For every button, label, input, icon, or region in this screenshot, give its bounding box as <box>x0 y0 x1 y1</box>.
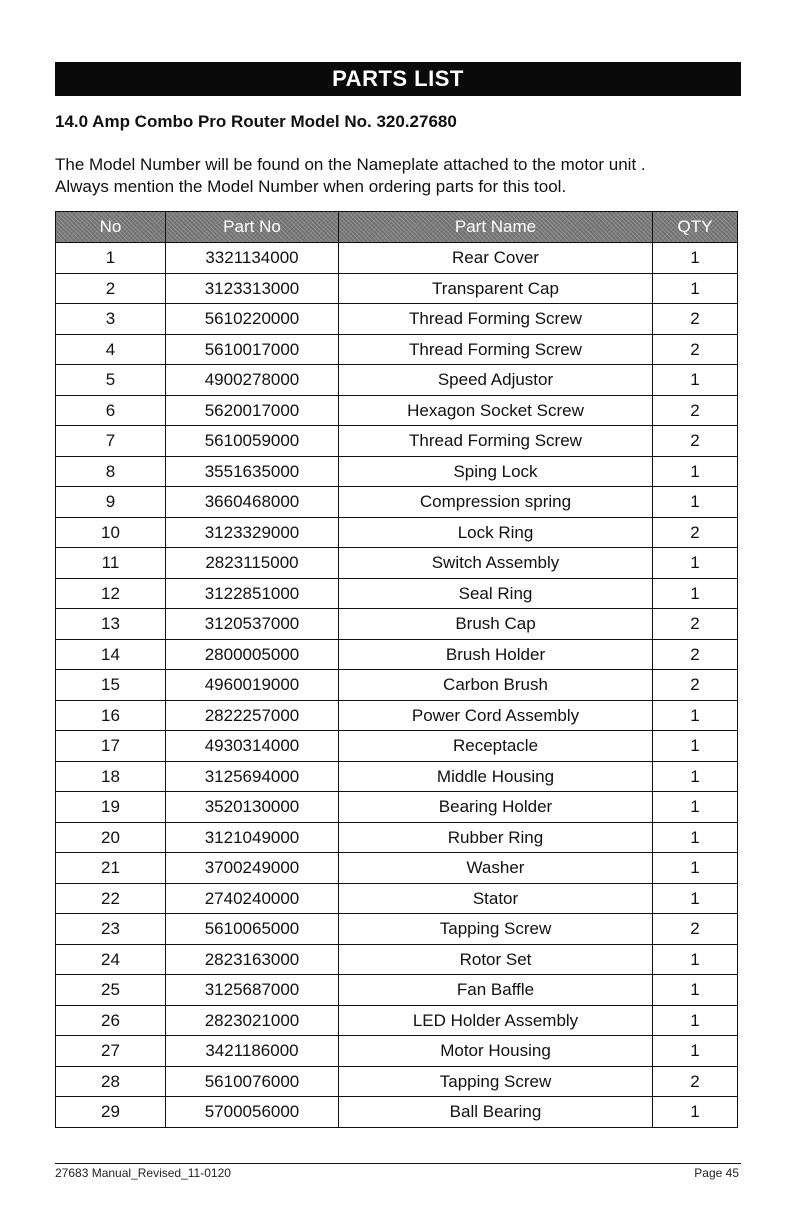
cell-part-no: 3123313000 <box>166 273 339 304</box>
table-header-row <box>56 212 738 243</box>
cell-qty: 1 <box>653 761 738 792</box>
header-part-no: Part No <box>166 212 339 243</box>
cell-part-no: 4930314000 <box>166 731 339 762</box>
parts-table <box>55 211 738 1128</box>
cell-part-no: 5610017000 <box>166 334 339 365</box>
cell-part-name: Thread Forming Screw <box>339 334 653 365</box>
cell-part-name: Carbon Brush <box>339 670 653 701</box>
cell-part-no: 3122851000 <box>166 578 339 609</box>
cell-part-name: Rotor Set <box>339 944 653 975</box>
cell-qty: 1 <box>653 273 738 304</box>
intro-line-1: The Model Number will be found on the Nameplate attached to the motor unit . <box>55 155 646 174</box>
cell-no: 27 <box>56 1036 166 1067</box>
cell-part-name: Thread Forming Screw <box>339 304 653 335</box>
cell-no: 5 <box>56 365 166 396</box>
cell-part-name: Switch Assembly <box>339 548 653 579</box>
cell-qty: 2 <box>653 517 738 548</box>
cell-part-name: Fan Baffle <box>339 975 653 1006</box>
table-row <box>56 304 738 335</box>
table-row <box>56 426 738 457</box>
table-row <box>56 792 738 823</box>
cell-part-no: 5610220000 <box>166 304 339 335</box>
cell-part-name: Ball Bearing <box>339 1097 653 1128</box>
cell-no: 18 <box>56 761 166 792</box>
table-row <box>56 975 738 1006</box>
table-row <box>56 670 738 701</box>
cell-no: 28 <box>56 1066 166 1097</box>
cell-qty: 1 <box>653 822 738 853</box>
table-row <box>56 1005 738 1036</box>
cell-part-no: 2800005000 <box>166 639 339 670</box>
cell-part-name: Rubber Ring <box>339 822 653 853</box>
cell-no: 1 <box>56 243 166 274</box>
cell-no: 26 <box>56 1005 166 1036</box>
cell-no: 19 <box>56 792 166 823</box>
cell-part-no: 3123329000 <box>166 517 339 548</box>
cell-part-no: 5620017000 <box>166 395 339 426</box>
cell-part-name: Rear Cover <box>339 243 653 274</box>
cell-part-name: Motor Housing <box>339 1036 653 1067</box>
cell-part-no: 3421186000 <box>166 1036 339 1067</box>
cell-no: 15 <box>56 670 166 701</box>
cell-part-name: Receptacle <box>339 731 653 762</box>
cell-no: 11 <box>56 548 166 579</box>
cell-part-name: Thread Forming Screw <box>339 426 653 457</box>
table-row <box>56 578 738 609</box>
table-row <box>56 1097 738 1128</box>
table-row <box>56 883 738 914</box>
cell-no: 2 <box>56 273 166 304</box>
cell-qty: 1 <box>653 365 738 396</box>
cell-part-name: Washer <box>339 853 653 884</box>
cell-part-no: 5610076000 <box>166 1066 339 1097</box>
cell-no: 8 <box>56 456 166 487</box>
cell-part-no: 3121049000 <box>166 822 339 853</box>
cell-part-no: 5610059000 <box>166 426 339 457</box>
table-row <box>56 456 738 487</box>
cell-no: 9 <box>56 487 166 518</box>
footer-page-number: Page 45 <box>694 1166 739 1180</box>
header-qty: QTY <box>653 212 738 243</box>
table-row <box>56 914 738 945</box>
cell-part-name: Sping Lock <box>339 456 653 487</box>
table-row <box>56 273 738 304</box>
cell-part-name: Hexagon Socket Screw <box>339 395 653 426</box>
cell-no: 22 <box>56 883 166 914</box>
cell-qty: 1 <box>653 1036 738 1067</box>
cell-qty: 1 <box>653 456 738 487</box>
cell-part-no: 2823163000 <box>166 944 339 975</box>
cell-part-no: 3125687000 <box>166 975 339 1006</box>
table-row <box>56 334 738 365</box>
footer-document-id: 27683 Manual_Revised_11-0120 <box>55 1166 231 1180</box>
cell-no: 24 <box>56 944 166 975</box>
table-row <box>56 365 738 396</box>
cell-qty: 2 <box>653 670 738 701</box>
table-row <box>56 395 738 426</box>
intro-paragraph <box>55 154 745 198</box>
cell-qty: 1 <box>653 944 738 975</box>
table-row <box>56 731 738 762</box>
header-no: No <box>56 212 166 243</box>
cell-part-no: 3551635000 <box>166 456 339 487</box>
cell-part-name: Compression spring <box>339 487 653 518</box>
cell-qty: 2 <box>653 334 738 365</box>
cell-no: 21 <box>56 853 166 884</box>
cell-part-no: 2823115000 <box>166 548 339 579</box>
cell-qty: 1 <box>653 1097 738 1128</box>
cell-no: 7 <box>56 426 166 457</box>
cell-part-name: LED Holder Assembly <box>339 1005 653 1036</box>
cell-part-no: 3321134000 <box>166 243 339 274</box>
table-row <box>56 853 738 884</box>
table-row <box>56 639 738 670</box>
cell-no: 29 <box>56 1097 166 1128</box>
footer-divider <box>55 1163 741 1164</box>
cell-no: 20 <box>56 822 166 853</box>
cell-part-no: 5610065000 <box>166 914 339 945</box>
cell-qty: 2 <box>653 914 738 945</box>
cell-part-no: 4960019000 <box>166 670 339 701</box>
cell-part-no: 3660468000 <box>166 487 339 518</box>
cell-part-no: 2740240000 <box>166 883 339 914</box>
cell-no: 3 <box>56 304 166 335</box>
table-row <box>56 822 738 853</box>
table-row <box>56 944 738 975</box>
intro-line-2: Always mention the Model Number when ordering parts for this tool. <box>55 177 567 196</box>
cell-qty: 1 <box>653 731 738 762</box>
cell-no: 6 <box>56 395 166 426</box>
cell-qty: 2 <box>653 1066 738 1097</box>
table-row <box>56 487 738 518</box>
cell-part-name: Brush Holder <box>339 639 653 670</box>
section-title: 14.0 Amp Combo Pro Router Model No. 320.27680 <box>55 112 457 131</box>
cell-qty: 2 <box>653 609 738 640</box>
cell-part-name: Bearing Holder <box>339 792 653 823</box>
cell-no: 16 <box>56 700 166 731</box>
cell-qty: 1 <box>653 487 738 518</box>
cell-qty: 1 <box>653 975 738 1006</box>
cell-part-no: 3520130000 <box>166 792 339 823</box>
cell-no: 10 <box>56 517 166 548</box>
cell-qty: 1 <box>653 700 738 731</box>
cell-part-name: Brush Cap <box>339 609 653 640</box>
header-part-name: Part Name <box>339 212 653 243</box>
cell-part-no: 2823021000 <box>166 1005 339 1036</box>
cell-part-name: Transparent Cap <box>339 273 653 304</box>
cell-part-name: Stator <box>339 883 653 914</box>
cell-qty: 1 <box>653 792 738 823</box>
parts-table-body <box>56 243 738 1128</box>
cell-part-no: 3120537000 <box>166 609 339 640</box>
cell-part-no: 3700249000 <box>166 853 339 884</box>
cell-part-name: Seal Ring <box>339 578 653 609</box>
cell-no: 25 <box>56 975 166 1006</box>
cell-no: 14 <box>56 639 166 670</box>
cell-part-no: 5700056000 <box>166 1097 339 1128</box>
cell-qty: 2 <box>653 426 738 457</box>
cell-no: 17 <box>56 731 166 762</box>
cell-qty: 1 <box>653 548 738 579</box>
cell-qty: 2 <box>653 639 738 670</box>
cell-part-name: Tapping Screw <box>339 914 653 945</box>
table-row <box>56 1036 738 1067</box>
cell-part-name: Power Cord Assembly <box>339 700 653 731</box>
cell-part-no: 2822257000 <box>166 700 339 731</box>
table-row <box>56 517 738 548</box>
cell-qty: 1 <box>653 883 738 914</box>
cell-qty: 1 <box>653 578 738 609</box>
cell-qty: 1 <box>653 853 738 884</box>
cell-part-name: Tapping Screw <box>339 1066 653 1097</box>
cell-part-no: 4900278000 <box>166 365 339 396</box>
table-row <box>56 243 738 274</box>
cell-no: 4 <box>56 334 166 365</box>
table-row <box>56 548 738 579</box>
table-row <box>56 761 738 792</box>
cell-part-name: Speed Adjustor <box>339 365 653 396</box>
cell-part-name: Lock Ring <box>339 517 653 548</box>
cell-no: 13 <box>56 609 166 640</box>
cell-no: 23 <box>56 914 166 945</box>
cell-qty: 2 <box>653 395 738 426</box>
parts-list-banner: PARTS LIST <box>55 62 741 96</box>
cell-qty: 1 <box>653 243 738 274</box>
cell-qty: 1 <box>653 1005 738 1036</box>
cell-qty: 2 <box>653 304 738 335</box>
cell-part-name: Middle Housing <box>339 761 653 792</box>
table-row <box>56 609 738 640</box>
cell-no: 12 <box>56 578 166 609</box>
cell-part-no: 3125694000 <box>166 761 339 792</box>
table-row <box>56 700 738 731</box>
table-row <box>56 1066 738 1097</box>
